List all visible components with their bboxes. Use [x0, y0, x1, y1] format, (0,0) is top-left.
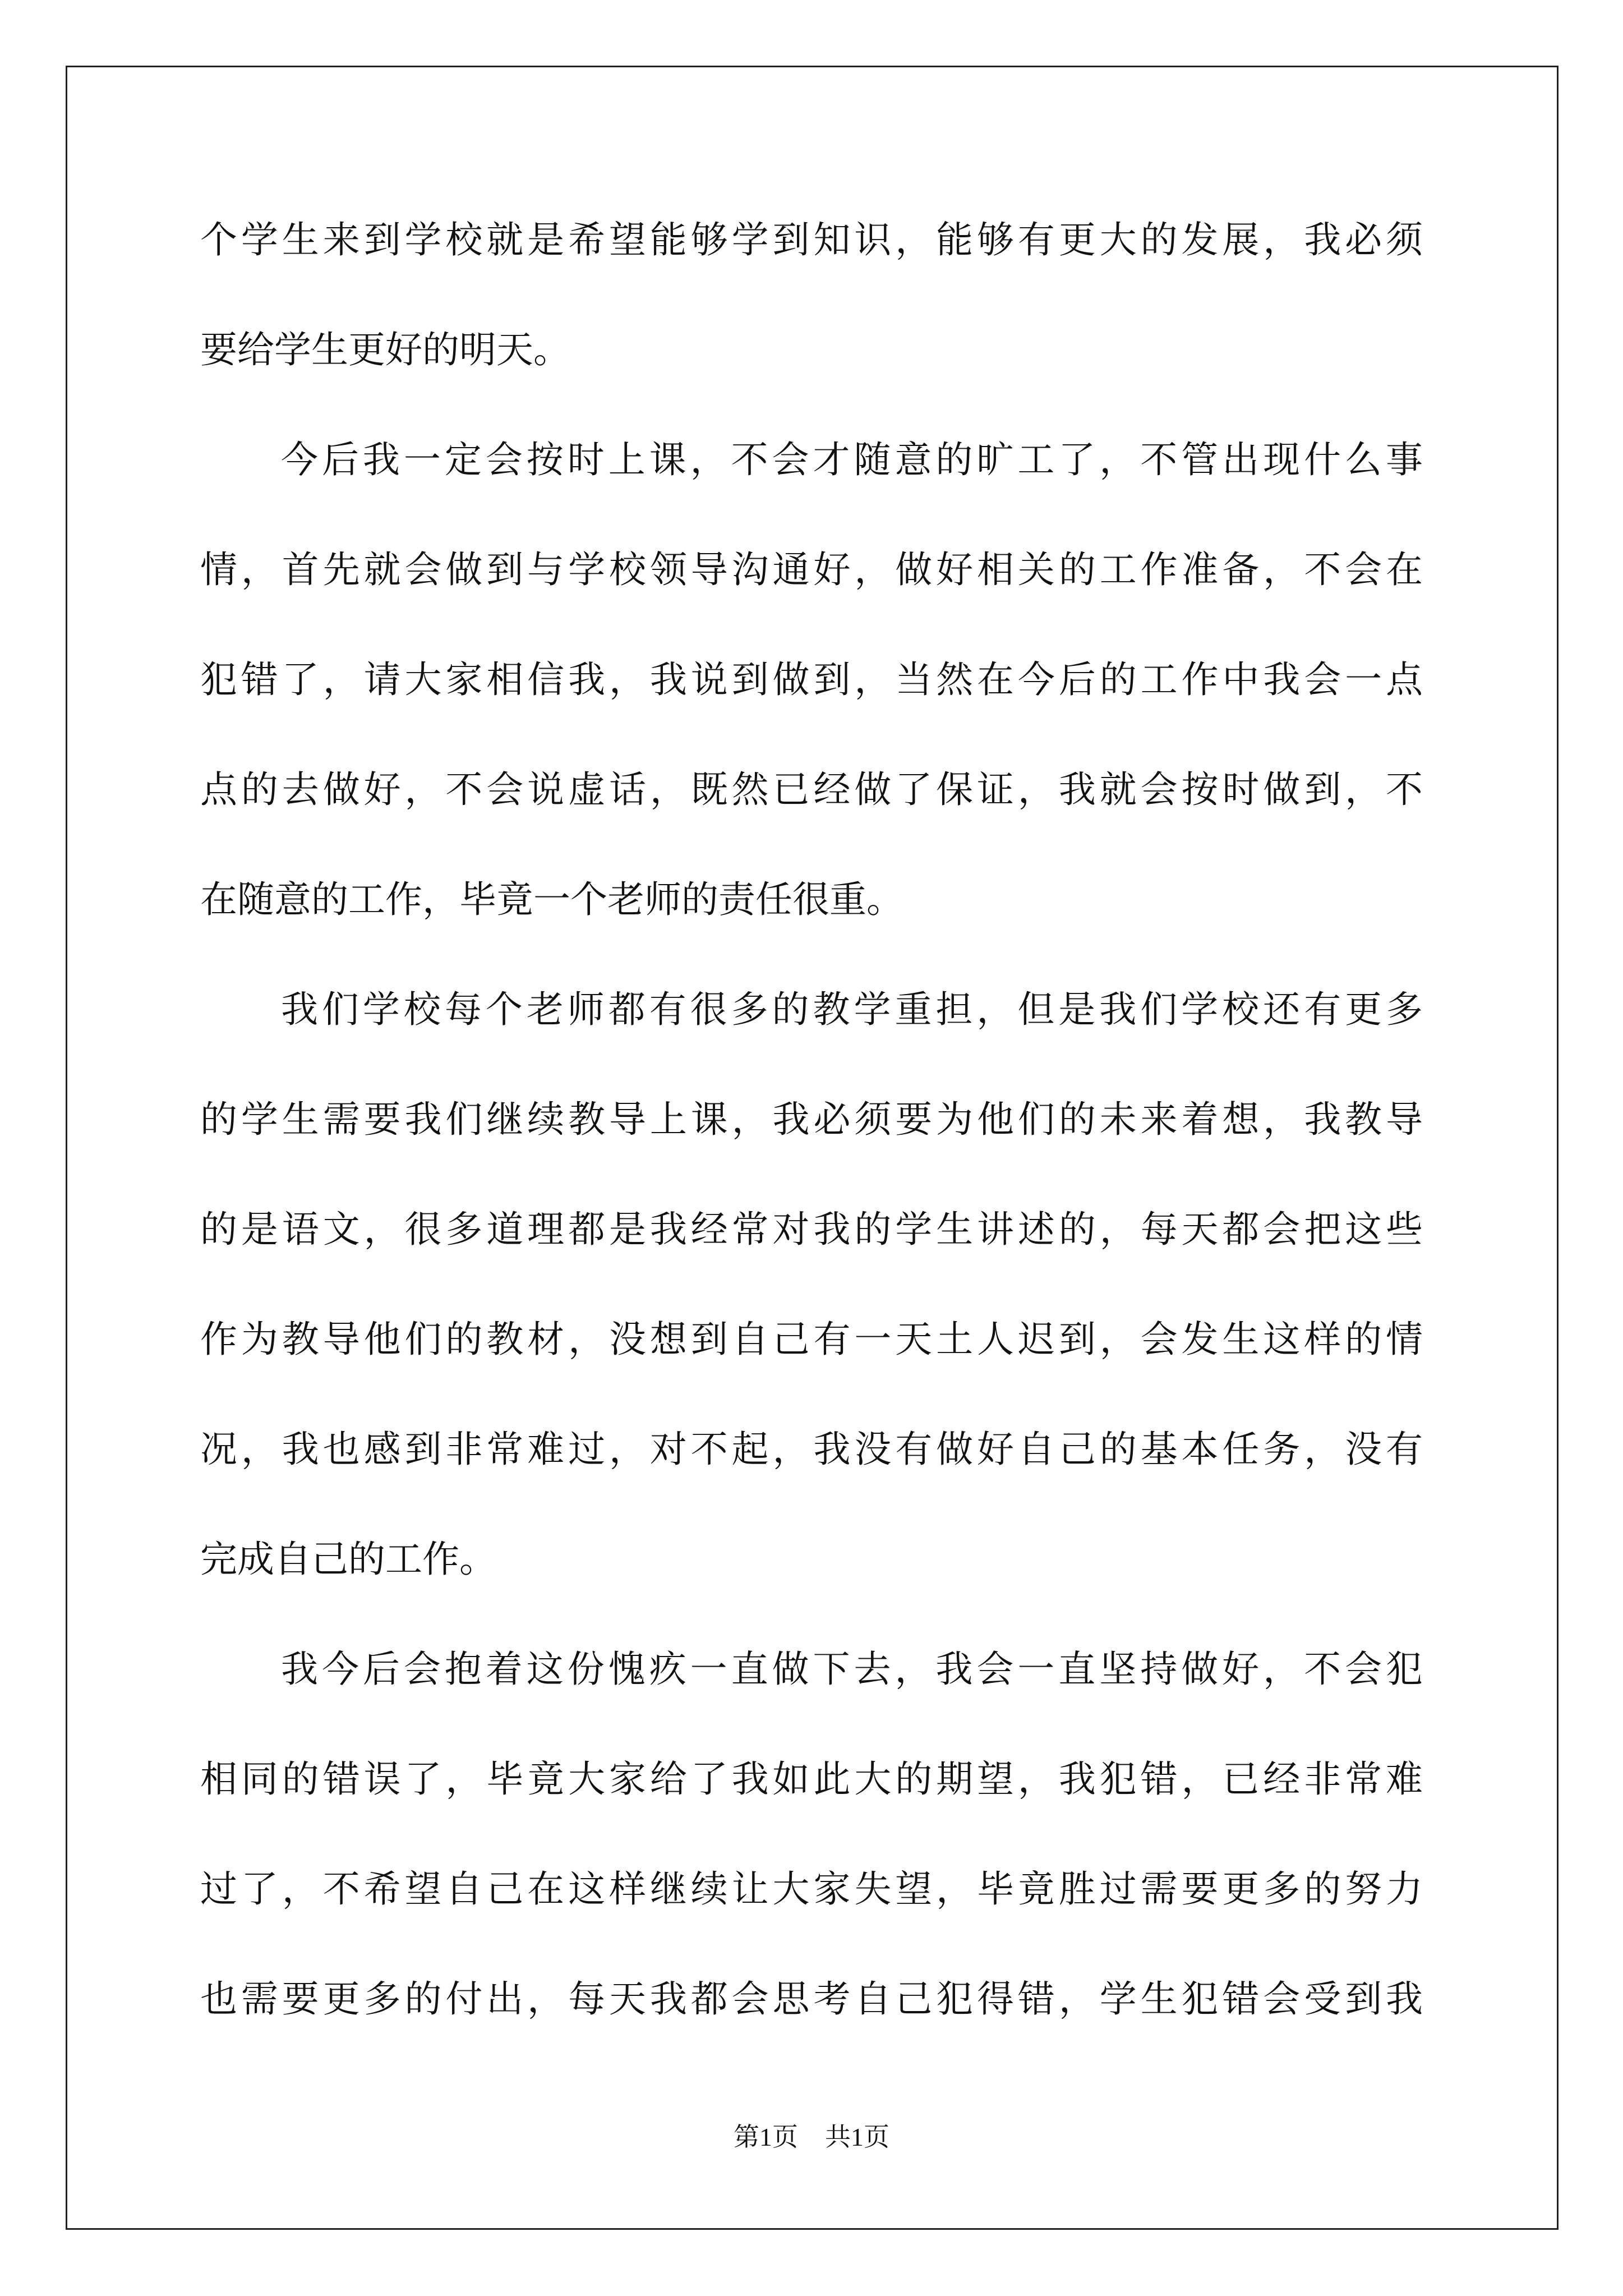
page-total: 共1页 [825, 2123, 889, 2151]
text-line: 也需要更多的付出，每天我都会思考自己犯得错，学生犯错会受到我 [200, 1977, 1423, 2021]
page-footer [0, 2120, 1623, 2154]
document-body [200, 212, 1423, 2081]
paragraph-first-line: 我今后会抱着这份愧疚一直做下去，我会一直坚持做好，不会犯 [281, 1648, 1423, 1691]
text-line: 过了，不希望自己在这样继续让大家失望，毕竟胜过需要更多的努力 [200, 1867, 1423, 1911]
paragraph-first-line: 今后我一定会按时上课，不会才随意的旷工了，不管出现什么事 [281, 438, 1423, 481]
text-line: 情，首先就会做到与学校领导沟通好，做好相关的工作准备，不会在 [200, 548, 1423, 591]
text-line: 作为教导他们的教材，没想到自己有一天土人迟到，会发生这样的情 [200, 1318, 1423, 1361]
text-line: 相同的错误了，毕竟大家给了我如此大的期望，我犯错，已经非常难 [200, 1757, 1423, 1801]
text-line: 完成自己的工作。 [200, 1538, 496, 1581]
paragraph-first-line: 我们学校每个老师都有很多的教学重担，但是我们学校还有更多 [281, 988, 1423, 1031]
text-line: 在随意的工作，毕竟一个老师的责任很重。 [200, 878, 903, 921]
page-number: 第1页 [734, 2123, 798, 2151]
text-line: 的学生需要我们继续教导上课，我必须要为他们的未来着想，我教导 [200, 1098, 1423, 1141]
text-line: 犯错了，请大家相信我，我说到做到，当然在今后的工作中我会一点 [200, 658, 1423, 701]
text-line: 况，我也感到非常难过，对不起，我没有做好自己的基本任务，没有 [200, 1428, 1423, 1471]
text-line: 要给学生更好的明天。 [200, 328, 570, 371]
text-line: 的是语文，很多道理都是我经常对我的学生讲述的，每天都会把这些 [200, 1208, 1423, 1251]
text-line: 点的去做好，不会说虚话，既然已经做了保证，我就会按时做到，不 [200, 768, 1423, 811]
text-line: 个学生来到学校就是希望能够学到知识，能够有更大的发展，我必须 [200, 218, 1423, 261]
